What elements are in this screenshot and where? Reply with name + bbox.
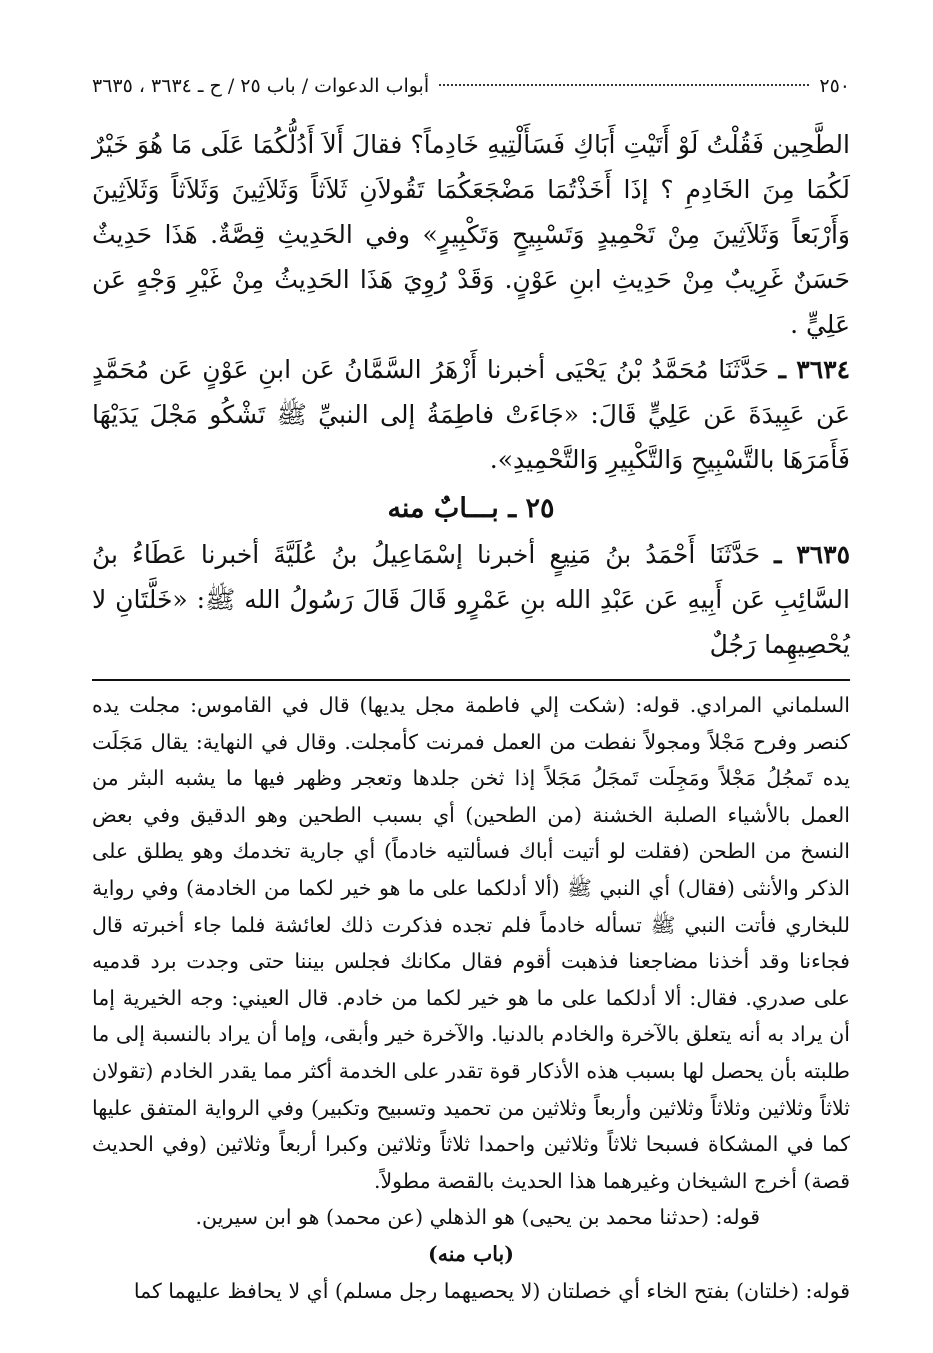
commentary-block — [92, 687, 850, 1309]
commentary-paragraph: السلماني المرادي. قوله: (شكت إلي فاطمة مجل يديها) قال في القاموس: مجلت يده كنصر وفرح مَجْلاً ومجولاً نفطت من العمل فمرنت كأمجلت. وقال في النهاية: يقال مَجَلَت يده تَمجُلُ مَجْلاً ومَجِلَت تَمجَلُ مَجَلاً إذا ثخن جلدها وتعجر وظهر فيها ما يشبه البثر من العمل بالأشياء الصلبة الخشنة (من الطحين) أي بسبب الطحين وهو الدقيق وفي بعض النسخ من الطحن (فقلت لو أتيت أباك فسألتيه خادماً) أي جارية تخدمك وهو يطلق على الذكر والأنثى (فقال) أي النبي ﷺ (ألا أدلكما على ما هو خير لكما من الخادمة) وفي رواية للبخاري فأتت النبي ﷺ تسأله خادماً فلم تجده فذكرت ذلك لعائشة فلما جاء أخبرته قال فجاءنا وقد أخذنا مضاجعنا فذهبت أقوم فقال مكانك فجلس بيننا حتى وجدت برد قدميه على صدري. فقال: ألا أدلكما على ما هو خير لكما من خادم. قال العيني: وجه الخيرية إما أن يراد به أنه يتعلق بالآخرة والخادم بالدنيا. والآخرة خير وأبقى، وإما أن يراد بالنسبة إلى ما طلبته بأن يحصل لها بسبب هذه الأذكار قوة تقدر على الخدمة أكثر مما يقدر الخادم (تقولان ثلاثاً وثلاثين وثلاثاً وثلاثين وأربعاً وثلاثين من تحميد وتسبيح وتكبير) وفي الرواية المتفق عليها كما في المشكاة فسبحا ثلاثاً وثلاثين واحمدا ثلاثاً وثلاثين وكبرا أربعاً وثلاثين (وفي الحديث قصة) أخرج الشيخان وغيرهما هذا الحديث بالقصة مطولاً. — [92, 693, 850, 1193]
hadith-3635 — [92, 532, 850, 667]
hadith-text-block — [92, 122, 850, 667]
page-number: ٢٥٠ — [819, 75, 850, 97]
dotted-leader — [439, 84, 809, 86]
commentary-heading: (باب منه) — [428, 1241, 514, 1266]
book-page — [92, 72, 850, 1309]
footnote-divider — [92, 679, 850, 681]
running-header — [92, 72, 850, 102]
hadith-number: ٣٦٣٤ ـ — [778, 355, 850, 384]
running-title: أبواب الدعوات / باب ٢٥ / ح ـ ٣٦٣٤ ، ٣٦٣٥ — [92, 75, 430, 97]
commentary-paragraph: قوله: (حدثنا محمد بن يحيى) هو الذهلي (عن محمد) هو ابن سيرين. — [195, 1205, 760, 1230]
hadith-continuation: الطَّحِين فَقُلْتُ لَوْ أَتَيْتِ أَبَاكِ فَسَأَلْتِيهِ خَادِماً؟ فقالَ أَلاَ أَدُلُّكُمَا عَلَى مَا هُوَ خَيْرٌ لَكُمَا مِنَ الخَادِمِ ؟ إذَا أَخَذْتُمَا مَضْجَعَكُمَا تَقُولاَنِ ثَلاَثاً وَثَلاَثِينَ وَثَلاَثاً وَثَلاَثِينَ وَأَرْبَعاً وَثَلاَثِينَ مِنْ تَحْمِيدٍ وَتَسْبِيحٍ وَتَكْبِيرٍ» وفي الحَدِيثِ قِصَّةٌ. هَذَا حَدِيثٌ حَسَنٌ غَرِيبٌ مِنْ حَدِيثِ ابنِ عَوْنٍ. وَقَدْ رُوِيَ هَذَا الحَدِيثُ مِنْ غَيْرِ وَجْهٍ عَن عَلِيٍّ . — [92, 130, 850, 339]
commentary-paragraph: قوله: (خلتان) بفتح الخاء أي خصلتان (لا يحصيهما رجل مسلم) أي لا يحافظ عليهما كما — [133, 1278, 850, 1303]
hadith-body: حَدَّثَنَا مُحَمَّدُ بْنُ يَحْيَى أخبرنا أَزْهَرُ السَّمَّانُ عَن ابنِ عَوْنٍ عَن مُحَمَّدٍ عَن عَبِيدَةَ عَن عَلِيٍّ قَالَ: «جَاءَتْ فاطِمَةُ إلى النبيِّ ﷺ تَشْكُو مَجْلَ يَدَيْهَا فَأَمَرَهَا بالتَّسْبِيحِ وَالتَّكْبِيرِ وَالتَّحْمِيدِ». — [92, 355, 850, 474]
chapter-heading: ٢٥ ـ بـــابٌ منه — [387, 493, 555, 524]
hadith-body: حَدَّثَنَا أَحْمَدُ بنُ مَنِيعٍ أخبرنا إسْمَاعِيلُ بنُ عُلَيَّةَ أخبرنا عَطَاءُ بنُ السَّائِبِ عَن أَبِيهِ عَن عَبْدِ الله بنِ عَمْرٍو قَالَ قَالَ رَسُولُ الله ﷺ: «خَلَّتَانِ لا يُحْصِيهِما رَجُلٌ — [92, 540, 850, 659]
hadith-3634 — [92, 347, 850, 482]
hadith-number: ٣٦٣٥ ـ — [774, 540, 851, 569]
